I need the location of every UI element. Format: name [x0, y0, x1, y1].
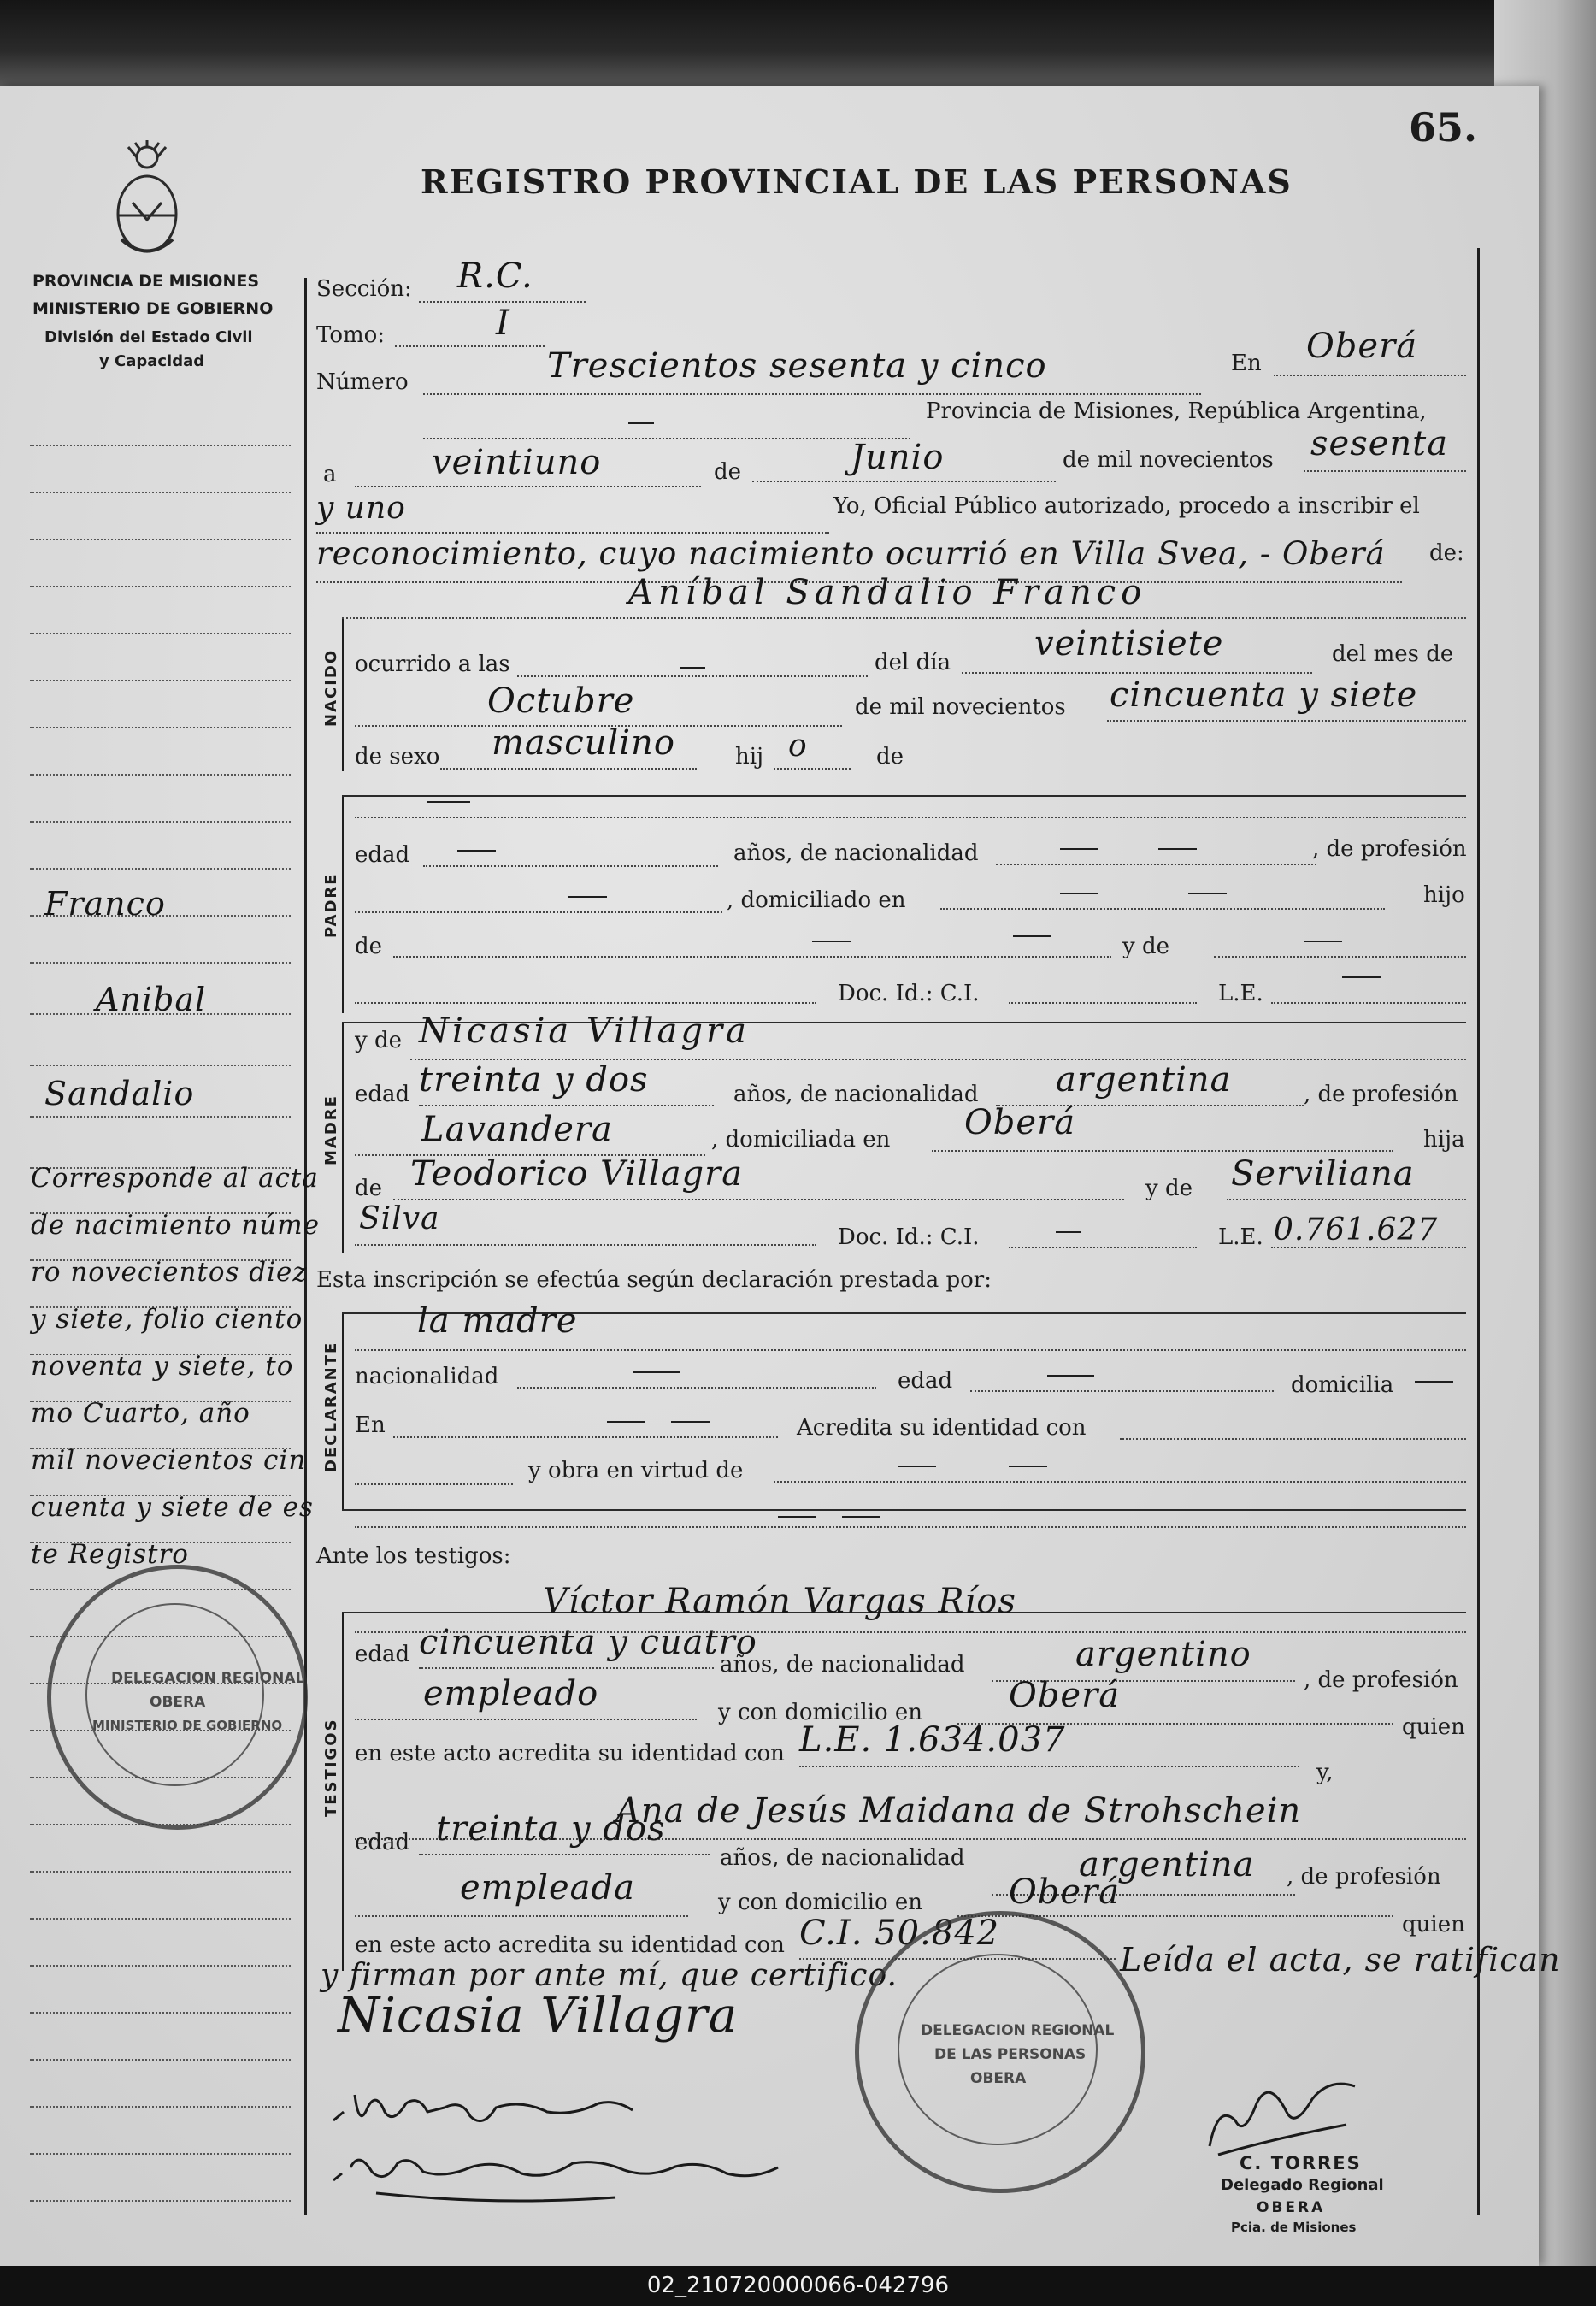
blank-dash	[1188, 893, 1227, 894]
margin-note-line: de nacimiento núme	[31, 1210, 321, 1241]
section-label-madre: MADRE	[322, 1094, 340, 1165]
value-dia: veintiuno	[432, 443, 602, 482]
field-line	[1304, 470, 1466, 472]
section-label-padre: PADRE	[322, 872, 340, 938]
blank-dash	[680, 667, 705, 669]
field-line	[355, 1349, 1466, 1351]
section-label-declarante: DECLARANTE	[322, 1341, 340, 1472]
margin-note-line: ro novecientos diez	[31, 1257, 308, 1288]
value-t2-nac: argentina	[1079, 1845, 1255, 1884]
value-t1-doc: L.E. 1.634.037	[799, 1720, 1066, 1760]
field-line	[1227, 1199, 1466, 1200]
value-t2-dom: Oberá	[1009, 1873, 1121, 1912]
left-official-stamp	[47, 1565, 308, 1830]
field-line	[342, 617, 1466, 619]
label-del-dia: del día	[875, 650, 951, 675]
label-t1-nac: años, de nacionalidad	[720, 1652, 965, 1678]
label-sexo: de sexo	[355, 744, 440, 770]
margin-line	[30, 1965, 291, 1967]
label-madre-doc: Doc. Id.: C.I.	[838, 1224, 980, 1250]
witness-signatures-icon	[325, 2078, 804, 2215]
value-madre-nacionalidad: argentina	[1056, 1060, 1232, 1100]
label-de-mil: de mil novecientos	[1063, 447, 1274, 473]
label-del-mes: del mes de	[1332, 641, 1454, 667]
value-t1-edad: cincuenta y cuatro	[419, 1623, 757, 1662]
margin-note-line: cuenta y siete de es	[31, 1492, 314, 1523]
scan-top-border	[0, 0, 1596, 92]
right-official-stamp	[855, 1911, 1145, 2193]
field-line	[423, 393, 1201, 395]
field-line	[419, 301, 586, 303]
label-t2-nac: años, de nacionalidad	[720, 1845, 965, 1871]
margin-line	[30, 586, 291, 587]
official-province: Pcia. de Misiones	[1231, 2220, 1357, 2235]
margin-line	[30, 492, 291, 493]
margin-line	[30, 445, 291, 446]
blank-dash	[1158, 848, 1197, 850]
blank-dash	[778, 1516, 816, 1518]
label-seccion: Sección:	[316, 276, 412, 302]
margin-note-line: te Registro	[31, 1539, 189, 1570]
margin-line	[30, 727, 291, 728]
label-madre-domicilio: , domiciliada en	[711, 1127, 891, 1153]
blank-dash	[812, 941, 851, 942]
value-anio2: y uno	[316, 491, 406, 526]
field-line	[1009, 1002, 1197, 1004]
label-padre-nac: años, de nacionalidad	[733, 840, 979, 866]
blank-dash	[1013, 935, 1051, 937]
value-madre-nombre: Nicasia Villagra	[419, 1011, 750, 1051]
value-anio1: sesenta	[1310, 424, 1449, 463]
label-de-colon: de:	[1429, 540, 1464, 566]
blank-dash	[633, 1371, 680, 1373]
blank-dash	[628, 422, 654, 424]
margin-line	[30, 774, 291, 776]
blank-dash	[1304, 941, 1342, 942]
field-line	[970, 1390, 1274, 1392]
scan-file-id: 02_210720000066-042796	[646, 2273, 950, 2298]
field-line	[1214, 956, 1466, 958]
value-madre-profesion: Lavandera	[421, 1110, 613, 1149]
blank-dash	[1060, 893, 1098, 894]
value-declarante: la madre	[417, 1301, 578, 1341]
blank-dash	[1047, 1375, 1094, 1377]
field-line	[355, 486, 701, 487]
margin-line	[30, 2012, 291, 2014]
value-abuela2: Silva	[359, 1201, 440, 1236]
margin-note-line: mo Cuarto, año	[31, 1398, 250, 1429]
stamp-text: OBERA	[970, 2070, 1027, 2087]
declarante-rule	[342, 1312, 344, 1509]
label-ocurrido: ocurrido a las	[355, 652, 510, 677]
blank-dash	[1009, 1466, 1047, 1467]
field-line	[316, 532, 829, 534]
margin-note-line: y siete, folio ciento	[31, 1304, 303, 1335]
section-divider	[342, 795, 1466, 797]
label-t2-profesion: , de profesión	[1287, 1864, 1441, 1890]
label-provincia: Provincia de Misiones, República Argentina,	[926, 398, 1427, 424]
label-tomo: Tomo:	[316, 322, 386, 348]
stamp-text: DE LAS PERSONAS	[934, 2046, 1087, 2063]
margin-line	[30, 539, 291, 540]
field-line	[940, 908, 1385, 910]
margin-line	[30, 1871, 291, 1873]
label-t2-acredita: en este acto acredita su identidad con	[355, 1932, 785, 1958]
field-line	[1107, 720, 1466, 722]
label-de-mil-nac: de mil novecientos	[855, 694, 1066, 720]
label-t1-quien: quien	[1402, 1714, 1465, 1740]
value-madre-le: 0.761.627	[1274, 1212, 1439, 1247]
field-line	[932, 1150, 1393, 1152]
stamp-text: DELEGACION REGIONAL	[111, 1670, 305, 1687]
margin-note-line: Corresponde al acta	[31, 1163, 319, 1194]
label-madre-hija: hija	[1423, 1127, 1465, 1153]
stamp-text: DELEGACION REGIONAL	[921, 2022, 1115, 2039]
field-line	[419, 1105, 714, 1106]
value-anio-nac: cincuenta y siete	[1110, 675, 1418, 715]
label-t1-edad: edad	[355, 1642, 410, 1667]
coat-of-arms-icon	[103, 139, 192, 262]
margin-line	[30, 962, 291, 964]
field-line	[517, 1387, 876, 1389]
section-label-nacido: NACIDO	[322, 648, 340, 727]
label-madre-profesion: , de profesión	[1304, 1082, 1458, 1107]
label-declarante-edad: edad	[898, 1368, 953, 1394]
blank-dash	[842, 1516, 880, 1518]
label-madre-edad: edad	[355, 1082, 410, 1107]
margin-line	[30, 1065, 291, 1066]
margin-line	[30, 2059, 291, 2061]
official-name: C. TORRES	[1240, 2153, 1362, 2173]
margin-line	[30, 1918, 291, 1920]
label-de-padres: de	[876, 744, 904, 770]
label-a: a	[323, 462, 337, 487]
field-line	[393, 956, 1111, 958]
margin-line	[30, 2106, 291, 2108]
label-declarante-domicilia: domicilia	[1291, 1372, 1394, 1398]
field-line	[1120, 1438, 1466, 1440]
label-madre-y-de: y de	[355, 1028, 402, 1053]
label-padre-hijo: hijo	[1423, 882, 1465, 908]
blank-dash	[898, 1466, 936, 1467]
value-reconocimiento: reconocimiento, cuyo nacimiento ocurrió en Villa Svea, - Oberá	[316, 535, 1386, 572]
margin-line	[30, 1116, 291, 1118]
field-line	[774, 768, 851, 770]
official-title: Delegado Regional	[1221, 2176, 1384, 2194]
header-province: PROVINCIA DE MISIONES	[32, 272, 260, 291]
field-line	[355, 1719, 697, 1720]
label-t1-domicilio: y con domicilio en	[718, 1700, 923, 1725]
margin-line	[30, 821, 291, 823]
header-capacity: y Capacidad	[99, 352, 205, 370]
value-mes-nac: Octubre	[487, 681, 635, 721]
margin-note-line: mil novecientos cin	[31, 1445, 307, 1476]
value-tomo: I	[496, 304, 510, 343]
value-t1-prof: empleado	[423, 1674, 599, 1713]
stamp-text: MINISTERIO DE GOBIERNO	[92, 1718, 283, 1733]
label-ante: Ante los testigos:	[316, 1543, 511, 1569]
margin-middlename: Sandalio	[44, 1075, 195, 1112]
field-line	[355, 911, 722, 913]
margin-line	[30, 633, 291, 634]
field-line	[1274, 375, 1466, 376]
left-column-rule	[304, 278, 307, 2215]
value-abuela1: Serviliana	[1231, 1154, 1415, 1194]
label-padre-doc: Doc. Id.: C.I.	[838, 981, 980, 1006]
nacido-rule	[342, 617, 344, 771]
label-madre-le: L.E.	[1218, 1224, 1263, 1250]
value-madre-domicilio: Oberá	[964, 1103, 1076, 1142]
label-t1-acredita: en este acto acredita su identidad con	[355, 1741, 785, 1766]
label-oficial: Yo, Oficial Público autorizado, procedo a inscribir el	[833, 493, 1420, 519]
label-declarante-nac: nacionalidad	[355, 1364, 499, 1389]
field-line	[355, 1002, 816, 1004]
value-localidad: Oberá	[1306, 327, 1418, 366]
blank-dash	[457, 850, 496, 852]
label-t2-edad: edad	[355, 1830, 410, 1855]
label-numero: Número	[316, 369, 409, 395]
value-dia-nac: veintisiete	[1034, 624, 1224, 663]
value-numero: Trescientos sesenta y cinco	[547, 346, 1047, 386]
field-line	[423, 438, 910, 439]
field-line	[355, 1483, 513, 1485]
field-line	[355, 1244, 816, 1246]
field-line	[962, 672, 1312, 674]
value-mes: Junio	[851, 438, 945, 477]
document-title: REGISTRO PROVINCIAL DE LAS PERSONAS	[421, 162, 1293, 201]
label-madre-de: de	[355, 1176, 383, 1201]
field-line	[996, 864, 1316, 865]
margin-note-line: noventa y siete, to	[31, 1351, 294, 1382]
field-line	[419, 1854, 710, 1855]
field-line	[774, 1481, 1466, 1483]
margin-surname: Franco	[44, 885, 166, 923]
value-seccion: R.C.	[457, 257, 533, 296]
official-locality: OBERA	[1257, 2199, 1326, 2216]
label-padre-domicilio: , domiciliado en	[727, 888, 906, 913]
blank-dash	[1060, 848, 1098, 850]
label-acredita: Acredita su identidad con	[797, 1415, 1087, 1441]
blank-dash	[1342, 976, 1381, 978]
signature-madre: Nicasia Villagra	[338, 1988, 739, 2044]
value-t2-prof: empleada	[460, 1868, 635, 1908]
value-testigo2: Ana de Jesús Maidana de Strohschein	[615, 1791, 1302, 1831]
value-nombre: Aníbal Sandalio Franco	[628, 573, 1147, 612]
value-madre-edad: treinta y dos	[419, 1060, 649, 1100]
blank-dash	[568, 896, 607, 898]
header-ministry: MINISTERIO DE GOBIERNO	[32, 299, 274, 318]
label-t1-profesion: , de profesión	[1304, 1667, 1458, 1693]
field-line	[517, 675, 868, 677]
label-padre-edad: edad	[355, 842, 410, 868]
value-sexo: masculino	[492, 723, 675, 763]
blank-dash	[1056, 1231, 1081, 1233]
margin-line	[30, 2200, 291, 2202]
field-line	[440, 768, 697, 770]
blank-dash	[427, 801, 470, 803]
stamp-text: OBERA	[150, 1694, 206, 1711]
margin-line	[30, 680, 291, 681]
label-en: En	[1231, 351, 1262, 376]
field-line	[355, 1526, 1466, 1528]
field-line	[423, 865, 718, 867]
right-column-rule	[1477, 248, 1480, 2215]
label-padre-de: de	[355, 934, 383, 959]
madre-rule	[342, 1022, 344, 1253]
section-divider	[342, 1509, 1466, 1511]
value-cierre: Leída el acta, se ratifican	[1120, 1941, 1561, 1979]
value-t2-edad: treinta y dos	[436, 1809, 666, 1849]
field-line	[1271, 1002, 1466, 1004]
value-hij-suffix: o	[788, 728, 808, 764]
value-cierre2: y firman por ante mí, que certifico.	[321, 1958, 898, 1993]
header-division: División del Estado Civil	[44, 328, 253, 346]
label-hij: hij	[735, 744, 764, 770]
label-y-comma: y,	[1316, 1760, 1334, 1785]
field-line	[355, 817, 1466, 818]
label-padre-y-de: y de	[1122, 934, 1169, 959]
margin-line	[30, 2153, 291, 2155]
blank-dash	[1415, 1381, 1453, 1383]
field-line	[1009, 1247, 1197, 1248]
value-t2-doc: C.I. 50.842	[799, 1914, 1000, 1953]
field-line	[752, 481, 1056, 482]
testigos-rule	[342, 1612, 344, 1971]
label-declarante-en: En	[355, 1412, 386, 1438]
blank-dash	[607, 1421, 645, 1423]
value-abuelo: Teodorico Villagra	[410, 1154, 744, 1194]
margin-firstname: Anibal	[96, 981, 207, 1018]
label-t2-quien: quien	[1402, 1912, 1465, 1937]
label-de: de	[714, 459, 742, 485]
field-line	[393, 1199, 1124, 1200]
label-madre-y-de-2: y de	[1145, 1176, 1193, 1201]
label-t2-domicilio: y con domicilio en	[718, 1890, 923, 1915]
value-t1-nac: argentino	[1075, 1635, 1251, 1674]
padre-rule	[342, 795, 344, 1013]
blank-dash	[671, 1421, 710, 1423]
label-madre-nac: años, de nacionalidad	[733, 1082, 979, 1107]
field-line	[393, 1436, 778, 1438]
label-inscripcion: Esta inscripción se efectúa según declaración prestada por:	[316, 1267, 992, 1293]
label-padre-profesion: , de profesión	[1312, 836, 1467, 862]
margin-line	[30, 868, 291, 870]
field-line	[419, 1667, 714, 1669]
value-testigo1: Víctor Ramón Vargas Ríos	[543, 1582, 1016, 1621]
page-number: 65.	[1409, 104, 1478, 150]
label-obra: y obra en virtud de	[528, 1458, 744, 1483]
value-t1-dom: Oberá	[1009, 1676, 1121, 1715]
field-line	[355, 1915, 688, 1917]
field-line	[799, 1766, 1299, 1767]
section-label-testigos: TESTIGOS	[322, 1718, 340, 1817]
field-line	[395, 345, 545, 347]
label-padre-le: L.E.	[1218, 981, 1263, 1006]
